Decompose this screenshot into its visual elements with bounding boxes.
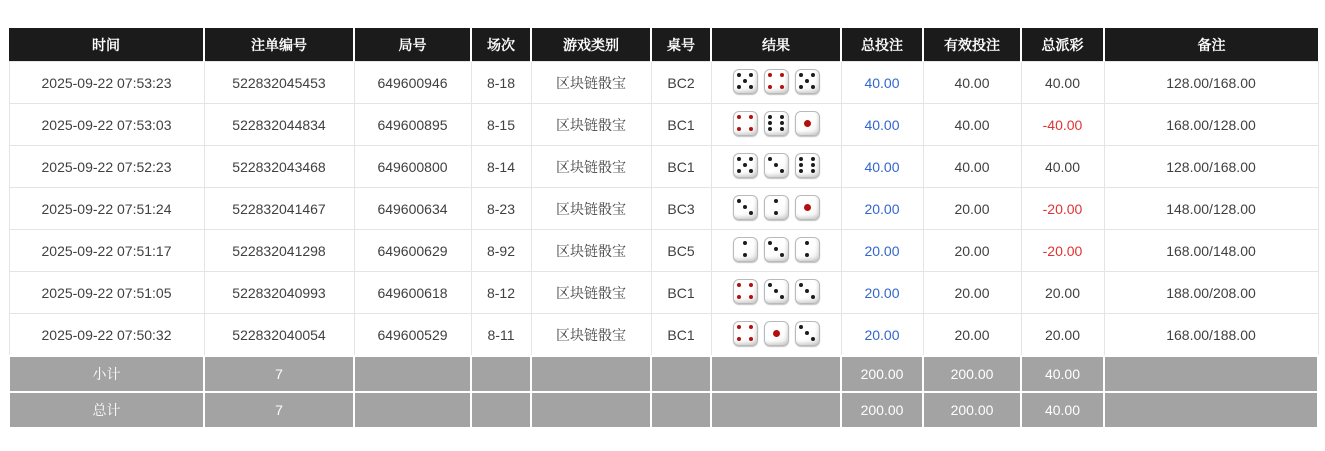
pip (768, 283, 772, 287)
cell-valid-bet: 20.00 (923, 230, 1021, 272)
pip (811, 169, 815, 173)
total-table-no (651, 392, 711, 428)
die-4-icon (733, 111, 758, 136)
cell-payout: 40.00 (1021, 62, 1104, 104)
die-6-icon (764, 111, 789, 136)
pip (799, 163, 803, 167)
cell-valid-bet: 40.00 (923, 104, 1021, 146)
pip (743, 253, 747, 257)
dice-box (733, 153, 820, 178)
cell-time: 2025-09-22 07:51:24 (9, 188, 204, 230)
pip (768, 241, 772, 245)
cell-remark: 168.00/128.00 (1104, 104, 1318, 146)
pip (768, 127, 772, 131)
cell-game-type: 区块链骰宝 (531, 314, 651, 357)
cell-round-no: 649600634 (354, 188, 471, 230)
pip (768, 115, 772, 119)
cell-payout: -20.00 (1021, 230, 1104, 272)
pip (749, 337, 753, 341)
pip (737, 73, 741, 77)
cell-round-no: 649600800 (354, 146, 471, 188)
cell-total-bet-link[interactable]: 40.00 (841, 62, 923, 104)
cell-bet-id: 522832044834 (204, 104, 354, 146)
cell-result-dice (711, 230, 841, 272)
cell-session: 8-92 (471, 230, 531, 272)
pip (749, 127, 753, 131)
cell-round-no: 649600629 (354, 230, 471, 272)
table-row (9, 272, 1318, 314)
pip (737, 295, 741, 299)
pip (780, 121, 784, 125)
pip (799, 85, 803, 89)
cell-time: 2025-09-22 07:51:05 (9, 272, 204, 314)
pip (799, 169, 803, 173)
pip (780, 169, 784, 173)
total-row (9, 392, 1318, 428)
pip (804, 204, 811, 211)
subtotal-remark (1104, 356, 1318, 392)
pip (773, 330, 780, 337)
pip (749, 115, 753, 119)
dice-box (733, 321, 820, 346)
pip (749, 157, 753, 161)
total-round-no (354, 392, 471, 428)
pip (749, 211, 753, 215)
cell-round-no: 649600618 (354, 272, 471, 314)
subtotal-label: 小计 (9, 356, 204, 392)
total-game-type (531, 392, 651, 428)
cell-round-no: 649600895 (354, 104, 471, 146)
table-header (9, 28, 1318, 62)
total-label: 总计 (9, 392, 204, 428)
subtotal-round-no (354, 356, 471, 392)
die-6-icon (795, 153, 820, 178)
pip (780, 115, 784, 119)
cell-time: 2025-09-22 07:53:23 (9, 62, 204, 104)
cell-total-bet-link[interactable]: 40.00 (841, 146, 923, 188)
pip (805, 289, 809, 293)
cell-bet-id: 522832043468 (204, 146, 354, 188)
pip (774, 289, 778, 293)
total-payout: 40.00 (1021, 392, 1104, 428)
pip (780, 127, 784, 131)
cell-remark: 148.00/128.00 (1104, 188, 1318, 230)
table-header-row (9, 28, 1318, 62)
cell-table-no: BC5 (651, 230, 711, 272)
die-3-icon (764, 153, 789, 178)
pip (805, 331, 809, 335)
column-header-payout: 总派彩 (1021, 28, 1104, 62)
cell-valid-bet: 40.00 (923, 146, 1021, 188)
cell-game-type: 区块链骰宝 (531, 62, 651, 104)
cell-game-type: 区块链骰宝 (531, 272, 651, 314)
pip (749, 73, 753, 77)
column-header-result: 结果 (711, 28, 841, 62)
pip (737, 283, 741, 287)
pip (749, 85, 753, 89)
pip (780, 295, 784, 299)
total-remark (1104, 392, 1318, 428)
cell-payout: 20.00 (1021, 314, 1104, 357)
die-2-icon (764, 195, 789, 220)
pip (799, 73, 803, 77)
subtotal-payout: 40.00 (1021, 356, 1104, 392)
table-row (9, 146, 1318, 188)
subtotal-table-no (651, 356, 711, 392)
cell-payout: -20.00 (1021, 188, 1104, 230)
pip (811, 73, 815, 77)
cell-valid-bet: 20.00 (923, 188, 1021, 230)
cell-bet-id: 522832041298 (204, 230, 354, 272)
pip (737, 169, 741, 173)
pip (780, 85, 784, 89)
pip (749, 325, 753, 329)
pip (805, 253, 809, 257)
die-2-icon (733, 237, 758, 262)
die-5-icon (733, 69, 758, 94)
cell-table-no: BC3 (651, 188, 711, 230)
column-header-game-type: 游戏类别 (531, 28, 651, 62)
cell-time: 2025-09-22 07:51:17 (9, 230, 204, 272)
cell-table-no: BC1 (651, 314, 711, 357)
die-4-icon (764, 69, 789, 94)
pip (749, 295, 753, 299)
dice-box (733, 111, 820, 136)
pip (811, 163, 815, 167)
cell-bet-id: 522832040993 (204, 272, 354, 314)
subtotal-result (711, 356, 841, 392)
pip (811, 337, 815, 341)
dice-box (733, 195, 820, 220)
cell-session: 8-14 (471, 146, 531, 188)
cell-remark: 128.00/168.00 (1104, 146, 1318, 188)
pip (774, 211, 778, 215)
pip (799, 283, 803, 287)
subtotal-valid-bet: 200.00 (923, 356, 1021, 392)
die-3-icon (795, 279, 820, 304)
cell-session: 8-12 (471, 272, 531, 314)
cell-payout: -40.00 (1021, 104, 1104, 146)
dice-box (733, 237, 820, 262)
cell-valid-bet: 40.00 (923, 62, 1021, 104)
cell-session: 8-23 (471, 188, 531, 230)
die-3-icon (733, 195, 758, 220)
die-4-icon (733, 279, 758, 304)
pip (737, 325, 741, 329)
subtotal-count: 7 (204, 356, 354, 392)
cell-result-dice (711, 146, 841, 188)
subtotal-total-bet: 200.00 (841, 356, 923, 392)
cell-payout: 40.00 (1021, 146, 1104, 188)
cell-bet-id: 522832041467 (204, 188, 354, 230)
pip (737, 85, 741, 89)
column-header-remark: 备注 (1104, 28, 1318, 62)
total-session (471, 392, 531, 428)
total-valid-bet: 200.00 (923, 392, 1021, 428)
total-count: 7 (204, 392, 354, 428)
table-summary (9, 356, 1318, 428)
column-header-total-bet: 总投注 (841, 28, 923, 62)
pip (780, 73, 784, 77)
pip (737, 199, 741, 203)
pip (774, 247, 778, 251)
pip (774, 199, 778, 203)
column-header-time: 时间 (9, 28, 204, 62)
cell-payout: 20.00 (1021, 272, 1104, 314)
die-5-icon (733, 153, 758, 178)
table-body (9, 62, 1318, 357)
pip (805, 241, 809, 245)
cell-game-type: 区块链骰宝 (531, 230, 651, 272)
cell-total-bet-link[interactable]: 20.00 (841, 230, 923, 272)
cell-valid-bet: 20.00 (923, 314, 1021, 357)
column-header-round-no: 局号 (354, 28, 471, 62)
cell-valid-bet: 20.00 (923, 272, 1021, 314)
pip (749, 283, 753, 287)
pip (811, 295, 815, 299)
die-1-icon (795, 111, 820, 136)
total-total-bet: 200.00 (841, 392, 923, 428)
cell-session: 8-15 (471, 104, 531, 146)
cell-result-dice (711, 272, 841, 314)
table-row (9, 62, 1318, 104)
cell-table-no: BC1 (651, 104, 711, 146)
pip (804, 120, 811, 127)
column-header-bet-id: 注单编号 (204, 28, 354, 62)
table-row (9, 230, 1318, 272)
bet-records-table (8, 28, 1319, 429)
dice-box (733, 69, 820, 94)
cell-round-no: 649600946 (354, 62, 471, 104)
cell-session: 8-18 (471, 62, 531, 104)
cell-result-dice (711, 104, 841, 146)
cell-remark: 128.00/168.00 (1104, 62, 1318, 104)
cell-remark: 168.00/188.00 (1104, 314, 1318, 357)
pip (743, 241, 747, 245)
pip (743, 205, 747, 209)
cell-bet-id: 522832045453 (204, 62, 354, 104)
subtotal-session (471, 356, 531, 392)
column-header-session: 场次 (471, 28, 531, 62)
cell-total-bet-link[interactable]: 40.00 (841, 104, 923, 146)
cell-time: 2025-09-22 07:50:32 (9, 314, 204, 357)
pip (805, 79, 809, 83)
die-3-icon (764, 237, 789, 262)
die-2-icon (795, 237, 820, 262)
pip (774, 163, 778, 167)
pip (799, 157, 803, 161)
cell-result-dice (711, 62, 841, 104)
die-4-icon (733, 321, 758, 346)
subtotal-row (9, 356, 1318, 392)
subtotal-game-type (531, 356, 651, 392)
pip (737, 157, 741, 161)
table-row (9, 314, 1318, 357)
die-3-icon (795, 321, 820, 346)
pip (743, 163, 747, 167)
pip (737, 115, 741, 119)
pip (768, 73, 772, 77)
cell-result-dice (711, 188, 841, 230)
cell-table-no: BC2 (651, 62, 711, 104)
cell-total-bet-link[interactable]: 20.00 (841, 314, 923, 357)
cell-total-bet-link[interactable]: 20.00 (841, 272, 923, 314)
die-5-icon (795, 69, 820, 94)
cell-game-type: 区块链骰宝 (531, 188, 651, 230)
pip (768, 121, 772, 125)
cell-remark: 188.00/208.00 (1104, 272, 1318, 314)
table-row (9, 188, 1318, 230)
dice-box (733, 279, 820, 304)
cell-round-no: 649600529 (354, 314, 471, 357)
column-header-valid-bet: 有效投注 (923, 28, 1021, 62)
cell-table-no: BC1 (651, 146, 711, 188)
cell-time: 2025-09-22 07:52:23 (9, 146, 204, 188)
cell-game-type: 区块链骰宝 (531, 104, 651, 146)
table-row (9, 104, 1318, 146)
cell-game-type: 区块链骰宝 (531, 146, 651, 188)
pip (768, 157, 772, 161)
column-header-table-no: 桌号 (651, 28, 711, 62)
cell-table-no: BC1 (651, 272, 711, 314)
pip (811, 85, 815, 89)
cell-session: 8-11 (471, 314, 531, 357)
cell-bet-id: 522832040054 (204, 314, 354, 357)
die-1-icon (795, 195, 820, 220)
die-3-icon (764, 279, 789, 304)
cell-total-bet-link[interactable]: 20.00 (841, 188, 923, 230)
pip (799, 325, 803, 329)
pip (749, 169, 753, 173)
die-1-icon (764, 321, 789, 346)
pip (780, 253, 784, 257)
cell-result-dice (711, 314, 841, 357)
pip (743, 79, 747, 83)
pip (768, 85, 772, 89)
cell-time: 2025-09-22 07:53:03 (9, 104, 204, 146)
pip (737, 127, 741, 131)
pip (737, 337, 741, 341)
total-result (711, 392, 841, 428)
pip (811, 157, 815, 161)
cell-remark: 168.00/148.00 (1104, 230, 1318, 272)
